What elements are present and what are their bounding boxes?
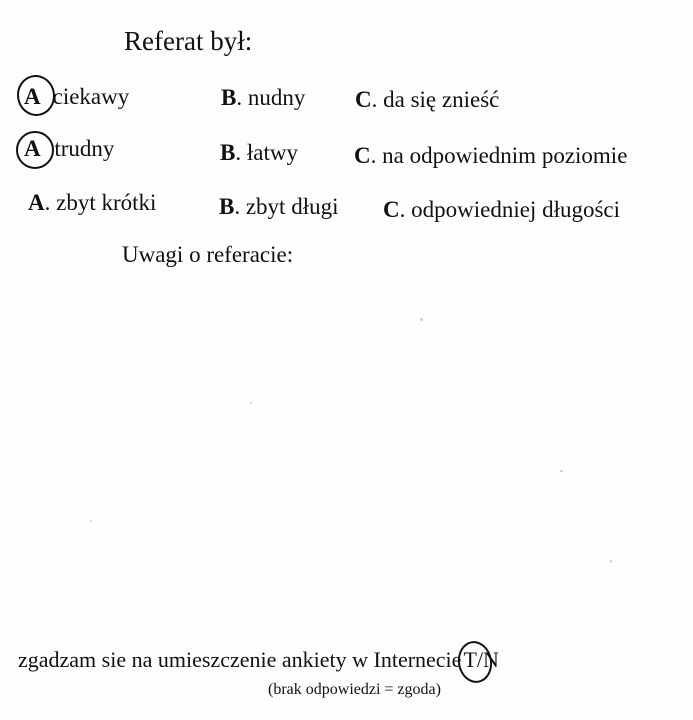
q1-option-c[interactable]: [355, 86, 499, 114]
scan-speck: [560, 470, 563, 472]
q1-option-c-sep: .: [371, 87, 378, 112]
q1-option-b[interactable]: [221, 84, 305, 112]
q1-option-a-letter-wrap: [24, 83, 41, 111]
q1-option-b-sep: .: [236, 85, 243, 110]
consent-text: zgadzam sie na umieszczenie ankiety w Internecie: [18, 647, 462, 672]
q3-option-c[interactable]: [383, 196, 620, 224]
scan-speck: [610, 560, 612, 563]
q3-option-b-letter: B: [219, 194, 235, 219]
consent-note: (brak odpowiedzi = zgoda): [268, 681, 441, 698]
consent-answer-yes-label: T: [463, 647, 477, 672]
scan-speck: [90, 520, 92, 522]
q3-option-a-sep: .: [44, 190, 51, 215]
q2-option-c[interactable]: [354, 142, 627, 170]
q2-option-a[interactable]: [24, 135, 114, 163]
q1-option-c-text: da się znieść: [377, 87, 500, 112]
q1-option-a[interactable]: [24, 83, 129, 111]
q3-option-c-letter: C: [383, 197, 400, 222]
consent-answer-separator: /: [476, 647, 484, 672]
q1-option-b-letter: B: [221, 85, 237, 110]
q2-option-c-letter: C: [354, 143, 371, 168]
q3-option-c-text: odpowiedniej długości: [405, 197, 621, 222]
q1-option-c-letter: C: [355, 87, 372, 112]
consent-answer-yes[interactable]: [463, 647, 476, 673]
q3-option-a-text: zbyt krótki: [50, 190, 157, 215]
q3-option-a-letter: A: [28, 190, 45, 215]
q3-option-c-sep: .: [399, 197, 406, 222]
q3-option-b-sep: .: [234, 194, 241, 219]
scan-speck: [420, 318, 423, 321]
q1-option-a-letter: A: [24, 84, 41, 109]
q2-option-a-text: trudny: [48, 136, 115, 161]
form-title: Referat był:: [124, 26, 253, 56]
q2-option-a-letter: A: [24, 136, 41, 161]
q1-option-a-text: ciekawy: [52, 84, 130, 109]
q2-option-b[interactable]: [220, 139, 298, 167]
q2-option-a-letter-wrap: [24, 135, 41, 163]
q2-option-b-sep: .: [235, 140, 242, 165]
q2-option-b-letter: B: [220, 140, 236, 165]
q2-option-c-text: na odpowiednim poziomie: [376, 143, 628, 168]
q3-option-a[interactable]: [28, 189, 156, 217]
q3-option-b[interactable]: [219, 193, 338, 221]
q2-option-b-text: łatwy: [241, 140, 298, 165]
consent-line: [18, 647, 499, 673]
q2-option-c-sep: .: [370, 143, 377, 168]
q3-option-b-text: zbyt długi: [240, 194, 339, 219]
consent-answer-no[interactable]: N: [483, 647, 499, 672]
scan-speck: [250, 402, 252, 404]
notes-label: Uwagi o referacie:: [122, 242, 294, 267]
q1-option-b-text: nudny: [242, 85, 306, 110]
